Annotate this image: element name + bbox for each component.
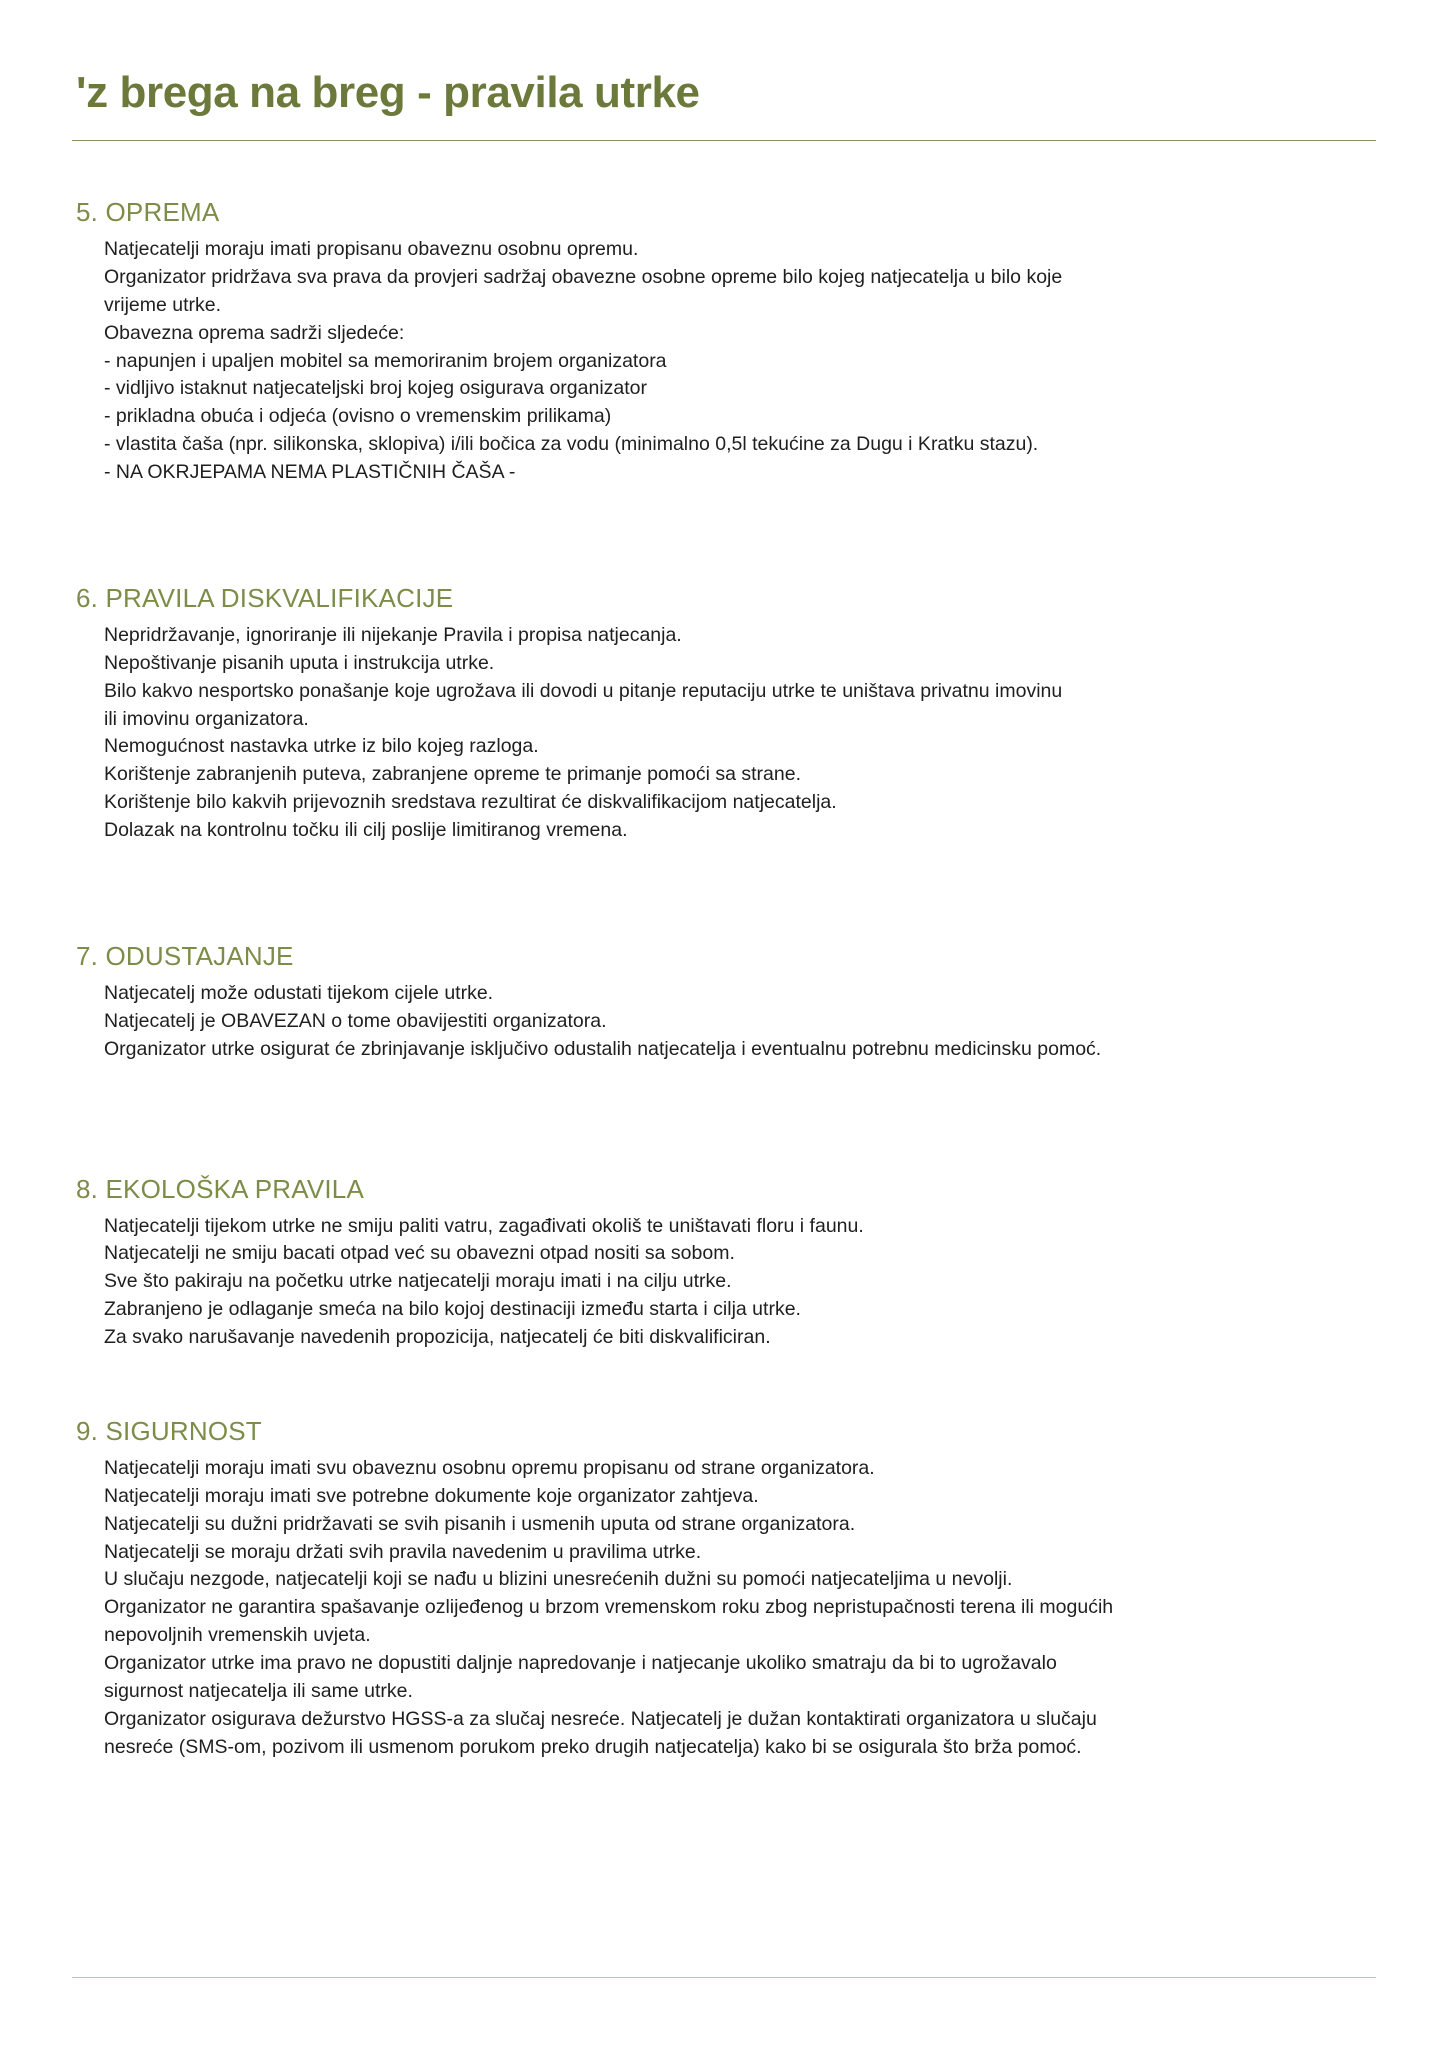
body-line: Organizator utrke osigurat će zbrinjavanje isključivo odustalih natjecatelja i eventualnu potrebnu medicinsku pomoć. [104,1037,1102,1060]
body-line: Natjecatelji tijekom utrke ne smiju paliti vatru, zagađivati okoliš te uništavati floru i faunu. [104,1214,864,1237]
body-line: - vidljivo istaknut natjecateljski broj kojeg osigurava organizator [104,377,648,400]
body-line: nepovoljnih vremenskih uvjeta. [104,1624,371,1647]
section-spacer [76,1386,1376,1416]
section-pravila-diskvalifikacije [76,583,1376,845]
document-content [72,197,1376,1762]
body-line: Natjecatelji se moraju držati svih pravila navedenim u pravilima utrke. [104,1540,702,1563]
body-line: Nepridržavanje, ignoriranje ili nijekanje Pravila i propisa natjecanja. [104,623,682,646]
section-heading: 6. PRAVILA DISKVALIFIKACIJE [76,582,454,613]
body-line: Natjecatelji su dužni pridržavati se svih pisanih i usmenih uputa od strane organizatora. [104,1512,856,1535]
body-line: - NA OKRJEPAMA NEMA PLASTIČNIH ČAŠA - [104,461,516,483]
body-line: vrijeme utrke. [104,293,222,316]
section-heading: 7. ODUSTAJANJE [76,940,294,971]
body-line: Natjecatelji moraju imati propisanu obaveznu osobnu opremu. [104,238,639,260]
body-line: Natjecatelji moraju imati svu obaveznu osobnu opremu propisanu od strane organizatora. [104,1456,875,1479]
title-divider [72,140,1376,141]
section-body [76,1455,1376,1762]
body-line: Natjecatelj može odustati tijekom cijele utrke. [104,981,494,1004]
section-body [76,980,1376,1064]
body-line: Dolazak na kontrolnu točku ili cilj poslije limitiranog vremena. [104,819,628,841]
body-line: Organizator pridržava sva prava da provjeri sadržaj obavezne osobne opreme bilo kojeg natjecatelja u bilo koje [104,265,1063,288]
body-line: Korištenje bilo kakvih prijevoznih sredstava rezultirat će diskvalifikacijom natjecatelja. [104,791,837,814]
section-heading: 5. OPREMA [76,197,220,227]
section-body [76,1213,1376,1352]
body-line: Zabranjeno je odlaganje smeća na bilo kojoj destinaciji između starta i cilja utrke. [104,1298,801,1321]
body-line: U slučaju nezgode, natjecatelji koji se nađu u blizini unesrećenih dužni su pomoći natjecateljima u nevolji. [104,1568,1013,1591]
body-line: Organizator ne garantira spašavanje ozlijeđenog u brzom vremenskom roku zbog nepristupačnosti terena ili mogućih [104,1596,1114,1619]
section-odustajanje [76,941,1376,1064]
body-line: sigurnost natjecatelja ili same utrke. [104,1679,413,1702]
body-line: Sve što pakiraju na početku utrke natjecatelji moraju imati i na cilju utrke. [104,1270,732,1293]
body-line: Nemogućnost nastavka utrke iz bilo kojeg razloga. [104,735,539,758]
section-body [76,236,1376,487]
section-body [76,622,1376,845]
body-line: Natjecatelji moraju imati sve potrebne dokumente koje organizator zahtjeva. [104,1484,759,1507]
body-line: Nepoštivanje pisanih uputa i instrukcija utrke. [104,651,495,674]
body-line: Za svako narušavanje navedenih propozicija, natjecatelj će biti diskvalificiran. [104,1326,771,1348]
body-line: Obavezna oprema sadrži sljedeće: [104,321,405,344]
section-ekoloska-pravila [76,1174,1376,1352]
section-sigurnost [76,1416,1376,1762]
section-spacer [76,521,1376,583]
page-title: 'z brega na breg - pravila utrke [76,68,700,117]
body-line: Bilo kakvo nesportsko ponašanje koje ugrožava ili dovodi u pitanje reputaciju utrke te uništava privatnu imovinu [104,679,1063,702]
body-line: Natjecatelji ne smiju bacati otpad već su obavezni otpad nositi sa sobom. [104,1242,735,1265]
footer-divider [72,1977,1376,1978]
body-line: nesreće (SMS-om, pozivom ili usmenom porukom preko drugih natjecatelja) kako bi se osigurala što brža pomoć. [104,1735,1082,1758]
body-line: Organizator utrke ima pravo ne dopustiti daljnje napredovanje i natjecanje ukoliko smatraju da bi to ugrožavalo [104,1652,1057,1674]
body-line: - prikladna obuća i odjeća (ovisno o vremenskim prilikama) [104,405,612,428]
section-spacer [76,1098,1376,1174]
section-heading: 9. SIGURNOST [76,1415,262,1446]
body-line: - vlastita čaša (npr. silikonska, sklopiva) i/ili bočica za vodu (minimalno 0,5l tekućine za Dugu i Kratku stazu). [104,433,1039,456]
body-line: ili imovinu organizatora. [104,707,309,730]
body-line: Organizator osigurava dežurstvo HGSS-a za slučaj nesreće. Natjecatelj je dužan kontaktirati organizatora u slučaju [104,1707,1097,1730]
section-oprema [76,197,1376,487]
body-line: - napunjen i upaljen mobitel sa memoriranim brojem organizatora [104,349,667,372]
section-spacer [76,879,1376,941]
body-line: Natjecatelj je OBAVEZAN o tome obavijestiti organizatora. [104,1009,607,1032]
section-heading: 8. EKOLOŠKA PRAVILA [76,1173,365,1204]
body-line: Korištenje zabranjenih puteva, zabranjene opreme te primanje pomoći sa strane. [104,763,801,786]
